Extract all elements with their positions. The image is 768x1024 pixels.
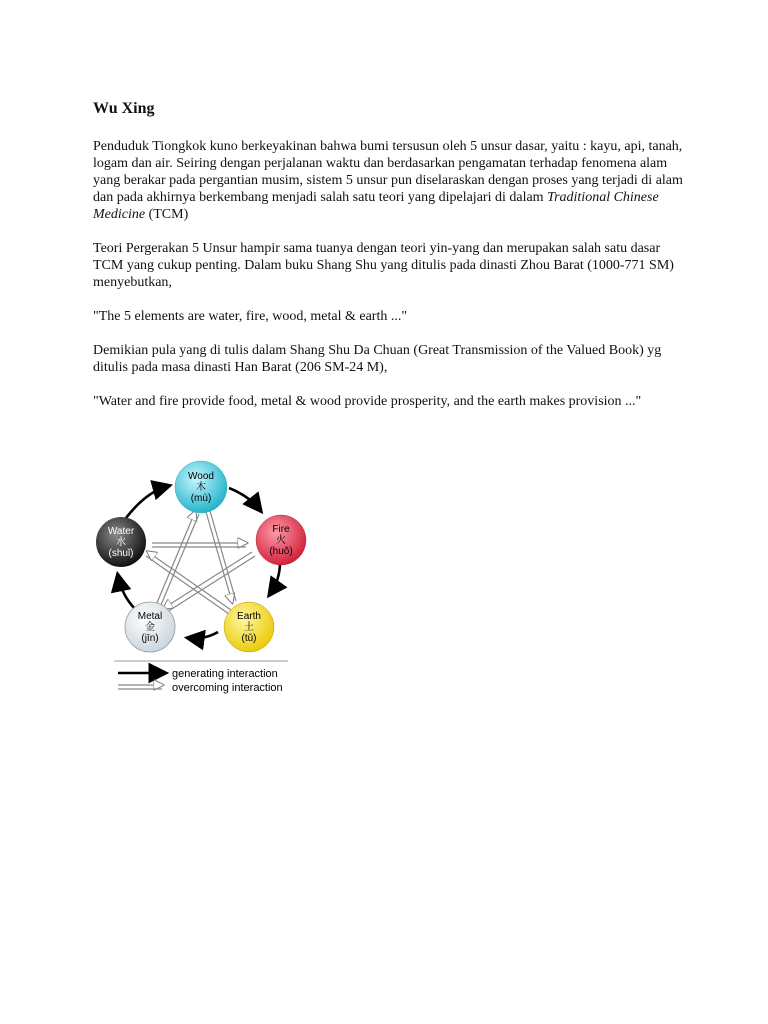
diagram-legend [114, 661, 288, 694]
document-title: Wu Xing [93, 100, 155, 117]
wood-node [175, 461, 227, 513]
generating-legend-label: generating interaction [172, 668, 278, 680]
tcm-italic-term: Traditional Chinese Medicine [93, 190, 659, 222]
earth-node [224, 602, 274, 652]
fire-pinyin: (huǒ) [269, 546, 293, 557]
water-node [96, 517, 146, 567]
metal-hanzi: 金 [145, 622, 155, 633]
wood-pinyin: (mù) [190, 493, 212, 504]
paragraph-intro-end: (TCM) [145, 207, 189, 222]
fire-hanzi: 火 [276, 535, 286, 546]
wood-label: Wood [188, 471, 214, 482]
overcoming-arrows [146, 511, 255, 614]
quote-five-elements: "The 5 elements are water, fire, wood, metal & earth ..." [93, 309, 408, 324]
earth-pinyin: (tǔ) [241, 633, 257, 644]
wood-hanzi: 木 [196, 482, 206, 493]
earth-hanzi: 土 [244, 622, 254, 633]
metal-pinyin: (jīn) [141, 633, 159, 644]
metal-label: Metal [137, 611, 163, 622]
paragraph-intro [93, 138, 683, 223]
water-pinyin: (shuǐ) [108, 548, 134, 559]
wu-xing-svg [84, 452, 324, 702]
earth-label: Earth [237, 611, 261, 622]
fire-label: Fire [272, 524, 290, 535]
document-page [93, 100, 683, 427]
wu-xing-diagram [84, 452, 324, 702]
quote-water-fire: "Water and fire provide food, metal & wood provide prosperity, and the earth makes provision ..." [93, 394, 642, 409]
metal-node [125, 602, 175, 652]
paragraph-shang-shu: Demikian pula yang di tulis dalam Shang Shu Da Chuan (Great Transmission of the Valued Book) yg ditulis pada masa dinasti Han Barat (206 SM-24 M), [93, 343, 662, 375]
fire-node [256, 515, 306, 565]
paragraph-theory: Teori Pergerakan 5 Unsur hampir sama tuanya dengan teori yin-yang dan merupakan salah satu dasar TCM yang cukup penting. Dalam buku Shang Shu yang ditulis pada dinasti Zhou Barat (1000-771 SM) menyebutkan, [93, 241, 674, 290]
water-label: Water [107, 526, 135, 537]
paragraph-intro-text: Penduduk Tiongkok kuno berkeyakinan bahwa bumi tersusun oleh 5 unsur dasar, yaitu : kayu, api, tanah, logam dan air. Seiring dengan perjalanan waktu dan berdasarkan pengamatan terhadap fenomena alam yang berakar pada pergantian musim, sistem 5 unsur pun diselaraskan dengan proses yang terjadi di alam dan pada akhirnya berkembang menjadi salah satu teori yang dipelajari di dalam [93, 139, 683, 205]
overcoming-legend-label: overcoming interaction [172, 682, 283, 694]
water-hanzi: 水 [116, 537, 126, 548]
